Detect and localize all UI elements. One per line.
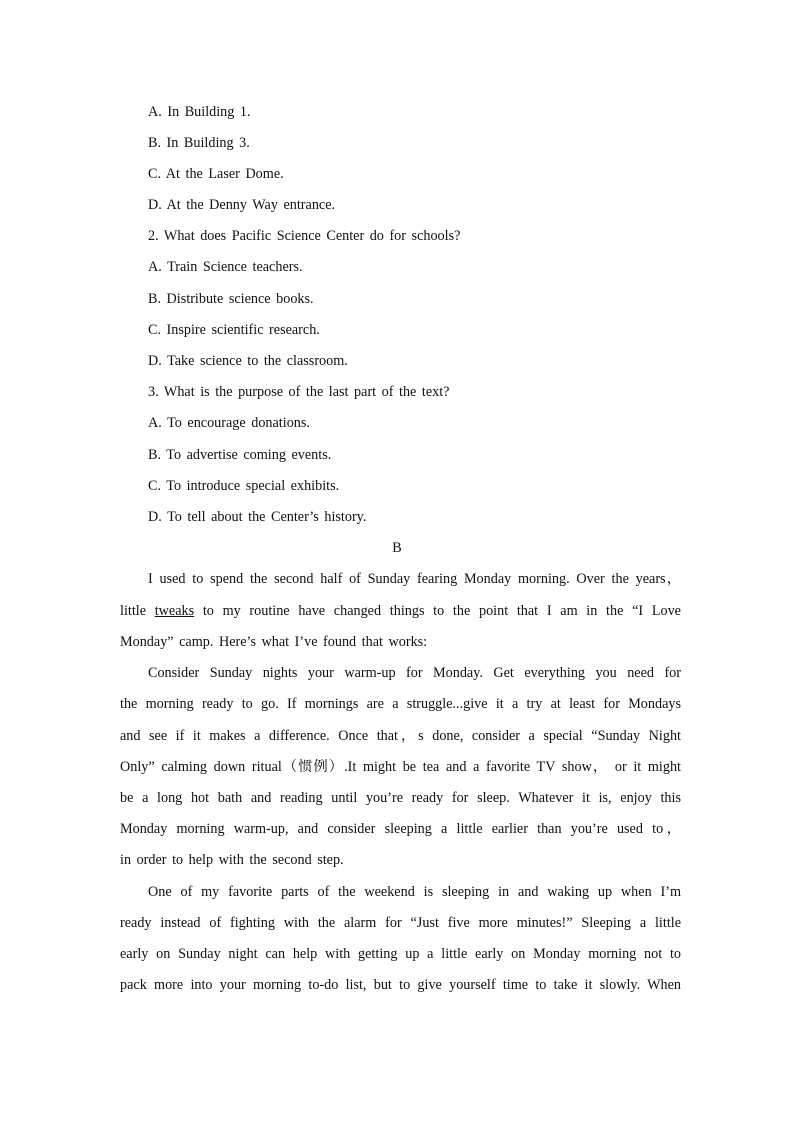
p1-line-2-start: little [120, 603, 155, 619]
q3-option-c: C. To introduce special exhibits. [148, 478, 340, 494]
p1-line-2-end: to my routine have changed things to the point that I am in the “I Love [194, 603, 681, 619]
p2-line-6: Monday morning warm-up, and consider sleeping a little earlier than you’re used to， [120, 821, 681, 837]
q2-option-a: A. Train Science teachers. [148, 259, 303, 275]
p2-line-3: and see if it makes a difference. Once that，s done, consider a special “Sunday Night [120, 728, 681, 744]
p3-line-3: early on Sunday night can help with getting up a little early on Monday morning not to [120, 946, 681, 962]
p1-line-2 [120, 601, 681, 621]
q3-option-a: A. To encourage donations. [148, 415, 310, 431]
p2-line-1: Consider Sunday nights your warm-up for Monday. Get everything you need for [148, 665, 681, 681]
q1-option-c: C. At the Laser Dome. [148, 166, 284, 182]
p1-line-3: Monday” camp. Here’s what I’ve found that works: [120, 634, 428, 650]
q3-option-d: D. To tell about the Center’s history. [148, 509, 367, 525]
underlined-word-tweaks: tweaks [154, 603, 195, 619]
p2-line-7: in order to help with the second step. [120, 852, 344, 868]
p3-line-2: ready instead of fighting with the alarm for “Just five more minutes!” Sleeping a little [120, 915, 681, 931]
q2-option-d: D. Take science to the classroom. [148, 353, 348, 369]
p2-line-2: the morning ready to go. If mornings are a struggle...give it a try at least for Mondays [120, 696, 681, 712]
p3-line-1: One of my favorite parts of the weekend is sleeping in and waking up when I’m [148, 884, 681, 900]
q2-option-c: C. Inspire scientific research. [148, 322, 320, 338]
q3-stem: 3. What is the purpose of the last part of the text? [148, 384, 450, 400]
p2-line-4: Only” calming down ritual（惯例）.It might be tea and a favorite TV show， or it might [120, 759, 681, 775]
q3-option-b: B. To advertise coming events. [148, 447, 332, 463]
q2-option-b: B. Distribute science books. [148, 291, 314, 307]
section-label: B [392, 540, 402, 556]
p3-line-4: pack more into your morning to-do list, but to give yourself time to take it slowly. When [120, 977, 681, 993]
q1-option-d: D. At the Denny Way entrance. [148, 197, 336, 213]
q1-option-a: A. In Building 1. [148, 104, 251, 120]
q1-option-b: B. In Building 3. [148, 135, 250, 151]
p1-line-1: I used to spend the second half of Sunday fearing Monday morning. Over the years， [148, 571, 681, 587]
p2-line-5: be a long hot bath and reading until you’re ready for sleep. Whatever it is, enjoy this [120, 790, 681, 806]
q2-stem: 2. What does Pacific Science Center do for schools? [148, 228, 461, 244]
